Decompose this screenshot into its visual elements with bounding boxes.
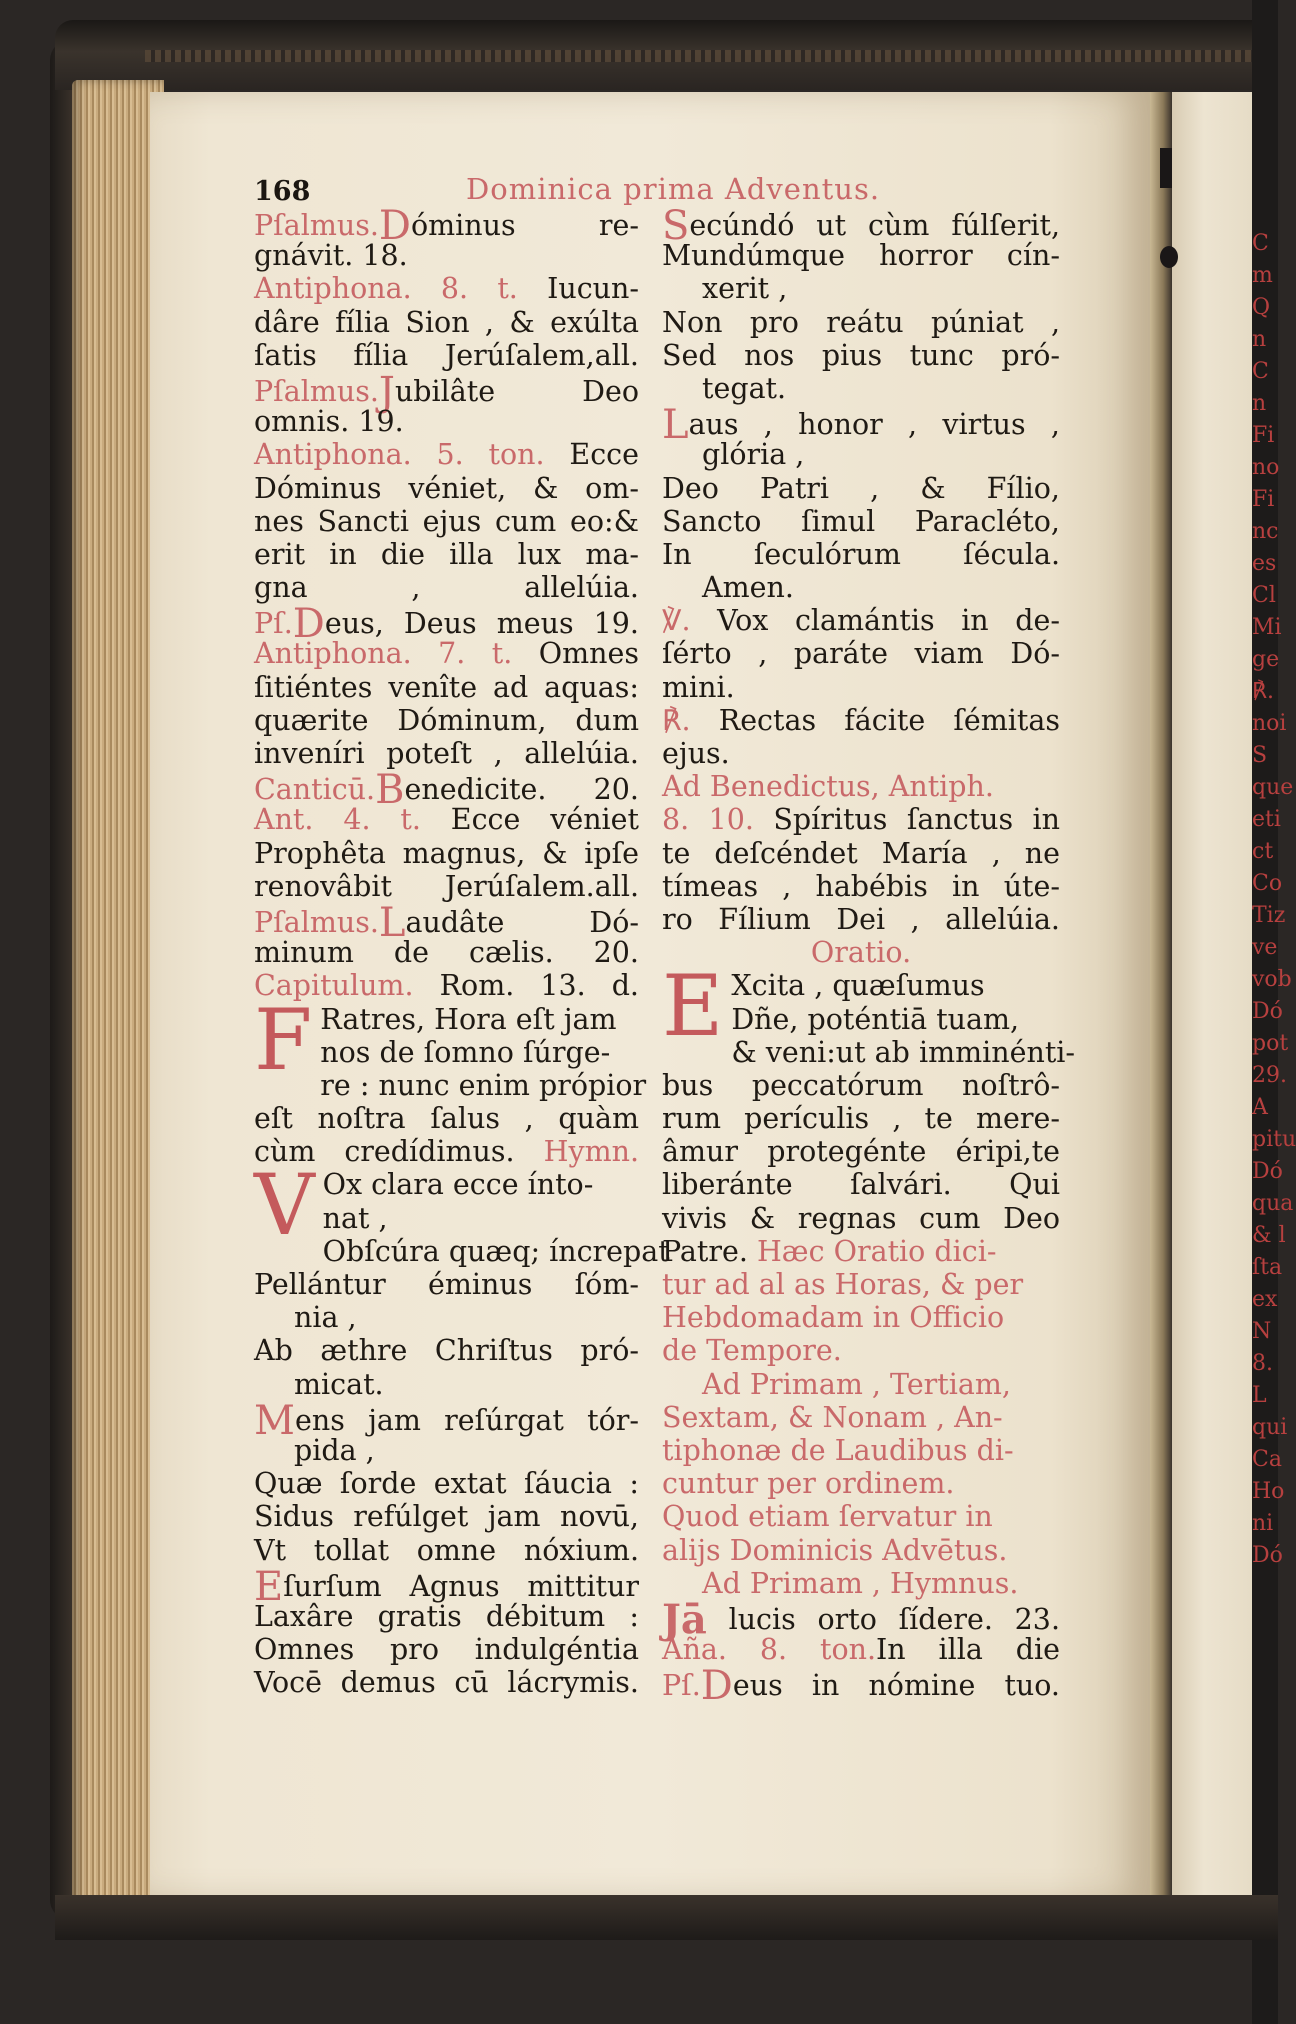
- text-line: [662, 272, 1060, 305]
- line-text: aus , honor , virtus ,: [688, 408, 1060, 442]
- text-line: [662, 903, 1060, 936]
- red-initial: J: [378, 368, 395, 415]
- text-line: [254, 1467, 639, 1500]
- line-text: Omnes pro indulgéntia: [254, 1633, 639, 1667]
- line-text: Mundúmque horror cín-: [662, 239, 1060, 273]
- fragment: C: [1252, 231, 1269, 256]
- fragment: N: [1252, 1319, 1272, 1344]
- text-line: [662, 203, 1060, 249]
- text-line: [662, 1235, 1060, 1268]
- line-text: Prophêta magnus, & ipſe: [254, 836, 639, 870]
- text-line: [254, 1633, 639, 1666]
- line-text: tímeas , habébis in úte-: [662, 869, 1060, 903]
- text-line: [662, 438, 1060, 471]
- rubric-heading: Oratio.: [810, 936, 912, 970]
- line-text: In ſeculórum ſécula.: [662, 537, 1060, 571]
- fragment: S: [1252, 743, 1268, 768]
- fragment: noi: [1252, 711, 1287, 736]
- text-line: [254, 870, 639, 903]
- line-text: Omnes: [512, 637, 639, 671]
- line-text: inveníri poteſt , allelúia.: [254, 737, 639, 770]
- fragment: n: [1252, 327, 1267, 352]
- line-text: eſt noſtra ſalus , quàm: [254, 1102, 639, 1136]
- line-text: ſitiéntes venîte ad aquas:: [254, 670, 639, 704]
- fragment: nc: [1252, 519, 1279, 544]
- line-text: Sidus refúlget jam novū,: [254, 1500, 639, 1534]
- fragment: 8.: [1252, 1351, 1273, 1376]
- line-text: liberánte ſalvári. Qui: [662, 1168, 1060, 1202]
- rubric-text: de Tempore.: [662, 1334, 842, 1368]
- line-text: omnis. 19.: [254, 405, 404, 439]
- text-line: [662, 1434, 1060, 1467]
- text-line: [254, 306, 639, 339]
- rubric-label: Hæc Oratio dici-: [756, 1234, 997, 1268]
- fragment: A: [1252, 1095, 1268, 1120]
- text-line: [662, 1500, 1060, 1533]
- text-line: [662, 505, 1060, 538]
- text-line: [254, 438, 639, 471]
- rubric-label: 8. 10.: [662, 803, 754, 837]
- text-line: [662, 1633, 1060, 1666]
- rubric-label: Ant. 4. t.: [254, 803, 421, 837]
- rubric-text: Sextam, & Nonam , An-: [662, 1400, 1003, 1434]
- text-line: [662, 770, 1060, 803]
- text-line: [662, 306, 1060, 339]
- line-text: bus peccatórum noſtrô-: [662, 1068, 1060, 1102]
- text-line: [254, 1563, 639, 1610]
- fragment: qui: [1252, 1415, 1288, 1440]
- text-line: [254, 1102, 639, 1135]
- fragment: ſta: [1252, 1255, 1283, 1280]
- line-text: nat ,: [322, 1201, 388, 1235]
- line-text: Iucun-: [517, 272, 639, 306]
- text-line: [254, 1434, 639, 1467]
- text-line: [254, 272, 639, 305]
- line-text: ſurſum Agnus mittitur: [283, 1569, 639, 1603]
- fragment: Cl: [1252, 583, 1276, 608]
- right-text-column: [662, 203, 1076, 1710]
- rubric-text: tiphonæ de Laudibus di-: [662, 1433, 1014, 1467]
- rubric-label: ℟.: [662, 703, 691, 737]
- line-text: Non pro reátu púniat ,: [662, 305, 1060, 339]
- text-line: [254, 1368, 639, 1401]
- fragment: es: [1252, 551, 1277, 576]
- text-line: [662, 604, 1060, 637]
- text-line: [662, 1368, 1060, 1401]
- rubric-label: Hymn.: [543, 1135, 640, 1169]
- text-line: [662, 1334, 1060, 1367]
- line-text: pida ,: [294, 1433, 375, 1467]
- line-text: Amen.: [702, 571, 794, 605]
- line-text: Patre.: [662, 1234, 748, 1268]
- text-line: [254, 239, 639, 272]
- rubric-text: alijs Dominicis Advētus.: [662, 1533, 1008, 1567]
- line-text: ro Fílium Dei , allelúia.: [662, 902, 1060, 936]
- fragment: L: [1252, 1383, 1267, 1408]
- red-initial: L: [378, 899, 406, 946]
- line-text: Ab æthre Chriſtus pró-: [254, 1334, 639, 1368]
- text-line: [662, 1202, 1060, 1235]
- line-text: In illa die: [876, 1633, 1060, 1667]
- text-line: [254, 571, 639, 604]
- line-text: Sancto ſimul Paracléto,: [662, 504, 1060, 538]
- line-text: ecúndó ut cùm fúlſerit,: [689, 209, 1060, 242]
- line-text: micat.: [294, 1367, 384, 1401]
- fragment: vob: [1252, 967, 1292, 992]
- line-text: Ecce: [544, 438, 639, 472]
- text-line: [254, 803, 639, 836]
- text-line: [254, 1500, 639, 1533]
- text-line: [662, 803, 1060, 836]
- line-text: Vocē demus cū lácrymis.: [254, 1666, 639, 1700]
- line-text: te deſcéndet María , ne: [662, 836, 1060, 870]
- line-text: Ox clara ecce ínto-: [322, 1168, 594, 1202]
- line-text: glória ,: [702, 438, 805, 472]
- text-line: [254, 899, 639, 946]
- rubric-label: Aña. 8. ton.: [662, 1633, 877, 1667]
- rubric-label: Pſalmus.: [254, 374, 379, 408]
- line-text: audâte Dó-: [405, 905, 639, 939]
- line-text: Obſcúra quæq; íncrepat: [322, 1234, 670, 1268]
- red-initial: B: [375, 767, 405, 814]
- red-initial: L: [662, 402, 689, 449]
- text-line: [254, 936, 639, 969]
- line-text: xerit ,: [702, 272, 788, 306]
- text-line: [254, 1534, 639, 1567]
- text-line: [254, 405, 639, 438]
- text-line: [662, 1401, 1060, 1434]
- line-text: Quæ ſorde extat ſáucia :: [254, 1467, 639, 1501]
- book-bottom-edge: [55, 1895, 1278, 1940]
- rubric-label: Pſalmus.: [254, 905, 379, 939]
- fragment: Q: [1252, 295, 1271, 320]
- fragment: Ho: [1252, 1479, 1285, 1504]
- line-text: gna , allelúia.: [254, 571, 639, 605]
- red-initial: D: [378, 203, 411, 249]
- text-line: [254, 1666, 639, 1699]
- line-text: renovâbit Jerúſalem.all.: [254, 869, 639, 903]
- line-text: nia ,: [294, 1301, 357, 1335]
- text-line: [662, 1168, 1060, 1201]
- text-line: [662, 1135, 1060, 1168]
- fragment: ct: [1252, 839, 1274, 864]
- text-line: [662, 1069, 1060, 1102]
- text-line: [662, 1301, 1060, 1334]
- text-line: [662, 472, 1060, 505]
- text-line: [254, 737, 639, 770]
- text-line: [662, 837, 1060, 870]
- red-initial: S: [662, 203, 690, 249]
- text-line: [662, 704, 1060, 737]
- text-line: [254, 1301, 639, 1334]
- red-initial: D: [700, 1663, 733, 1710]
- text-line: [662, 1663, 1060, 1710]
- line-text: Dñe, poténtiā tuam,: [731, 1002, 1020, 1036]
- fragment: no: [1252, 455, 1280, 480]
- fragment: eti: [1252, 807, 1281, 832]
- facing-page-text-fragments: [1252, 228, 1296, 1572]
- fragment: C: [1252, 359, 1269, 384]
- fragment: Dó: [1252, 999, 1283, 1024]
- fragment: ni: [1252, 1511, 1274, 1536]
- rubric-text: cuntur per ordinem.: [662, 1467, 955, 1501]
- line-text: Xcita , quæſumus: [731, 969, 985, 1003]
- book-gutter: [1150, 92, 1172, 1900]
- text-line: [662, 1534, 1060, 1567]
- text-line: [662, 1595, 1060, 1643]
- line-text: ſatis fília Jerúſalem,all.: [254, 338, 639, 372]
- text-line: [254, 368, 639, 415]
- rubric-text: Quod etiam ſervatur in: [662, 1500, 993, 1534]
- line-text: ſérto , paráte viam Dó-: [662, 637, 1060, 671]
- fragment: pot: [1252, 1031, 1289, 1056]
- rubric-text: Hebdomadam in Officio: [662, 1301, 1005, 1335]
- text-line: [662, 1268, 1060, 1301]
- line-text: Ecce véniet: [420, 803, 639, 837]
- text-line: [254, 671, 639, 704]
- line-text: mini.: [662, 670, 735, 704]
- text-line: [254, 203, 639, 249]
- fragment: qua: [1252, 1191, 1294, 1216]
- fragment: Fi: [1252, 423, 1275, 448]
- text-line: [254, 601, 639, 648]
- text-line: [254, 969, 639, 1002]
- rubric-label: Canticū.: [254, 773, 376, 807]
- text-line: [662, 1102, 1060, 1135]
- line-text: Ratres, Hora eſt jam: [320, 1002, 617, 1036]
- drop-cap: V: [254, 1156, 315, 1255]
- fragment: pitu: [1252, 1127, 1296, 1152]
- text-line: [254, 767, 639, 814]
- fragment: Dó: [1252, 1159, 1283, 1184]
- line-text: quærite Dóminum, dum: [254, 703, 639, 737]
- rubric-label: Pſ.: [662, 1669, 701, 1703]
- line-text: Dóminus véniet, & om-: [254, 471, 639, 505]
- fragment: Tiz: [1252, 903, 1286, 928]
- line-text: eus in nómine tuo.: [732, 1669, 1060, 1703]
- line-text: gnávit. 18.: [254, 239, 408, 273]
- fragment: ve: [1252, 935, 1278, 960]
- line-text: âmur protegénte éripi,te: [662, 1135, 1060, 1169]
- fragment: m: [1252, 263, 1273, 288]
- text-line: [662, 671, 1060, 704]
- rubric-label: Pſalmus.: [254, 209, 379, 242]
- left-text-column: [254, 203, 670, 1700]
- fragment: & l: [1252, 1223, 1286, 1248]
- text-line: [254, 637, 639, 670]
- line-text: Deo Patri , & Fílio,: [662, 471, 1060, 505]
- line-text: tegat.: [702, 371, 787, 405]
- line-text: ubilâte Deo: [394, 374, 639, 408]
- rubric-text: Ad Primam , Tertiam,: [702, 1367, 1011, 1401]
- fragment: Co: [1252, 871, 1283, 896]
- book-top-edge: [55, 20, 1278, 90]
- page-number: 168: [254, 176, 311, 207]
- rubric-label: Pſ.: [254, 607, 293, 641]
- line-text: Rom. 13. d.: [413, 969, 639, 1003]
- text-line: [662, 538, 1060, 571]
- line-text: Vt tollat omne nóxium.: [254, 1533, 639, 1567]
- line-text: dâre fília Sion , & exúlta: [254, 305, 639, 339]
- text-line: [662, 402, 1060, 449]
- line-text: nos de ſomno ſúrge-: [320, 1035, 611, 1069]
- line-text: enedicite. 20.: [404, 773, 639, 807]
- text-line: [254, 339, 639, 372]
- rubric-label: ℣.: [662, 604, 691, 638]
- rubric-label: Antiphona. 5. ton.: [254, 438, 545, 472]
- rubric-text: tur ad al as Horas, & per: [662, 1268, 1024, 1301]
- rubric-label: Capitulum.: [254, 969, 414, 1003]
- fragment: Mi: [1252, 615, 1282, 640]
- line-text: re : nunc enim própior: [320, 1068, 647, 1102]
- text-line: [254, 1600, 639, 1633]
- text-line: [662, 239, 1060, 272]
- line-text: Rectas fácite ſémitas: [690, 703, 1060, 737]
- fragment: 29.: [1252, 1063, 1287, 1088]
- rubric-label: Antiphona. 7. t.: [254, 637, 513, 671]
- line-text: vivis & regnas cum Deo: [662, 1201, 1060, 1235]
- line-text: rum perículis , te mere-: [662, 1102, 1060, 1136]
- text-line: [254, 704, 639, 737]
- line-text: Sed nos pius tunc pró-: [662, 338, 1060, 372]
- line-text: Vox clamántis in de-: [690, 604, 1060, 638]
- line-text: ejus.: [662, 737, 730, 770]
- fragment: Dó: [1252, 1543, 1283, 1568]
- line-text: eus, Deus meus 19.: [324, 607, 639, 641]
- text-line: [662, 571, 1060, 604]
- fragment: n: [1252, 391, 1267, 416]
- line-text: Laxâre gratis débitum :: [254, 1599, 639, 1633]
- line-text: erit in die illa lux ma-: [254, 537, 639, 571]
- text-line: [254, 472, 639, 505]
- text-line: [662, 637, 1060, 670]
- line-text: cùm credídimus.: [254, 1135, 515, 1169]
- rubric-text: Ad Benedictus, Antiph.: [662, 770, 994, 804]
- red-initial: D: [292, 601, 325, 648]
- line-text: minum de cælis. 20.: [254, 936, 639, 970]
- text-line: [662, 737, 1060, 770]
- fragment: ex: [1252, 1287, 1278, 1312]
- text-line: [662, 870, 1060, 903]
- rubric-label: Antiphona. 8. t.: [254, 272, 518, 306]
- facing-page-edge: [1172, 92, 1252, 1900]
- text-line: [254, 1397, 639, 1444]
- line-text: óminus re-: [410, 209, 639, 242]
- running-title: Dominica prima Adventus.: [466, 172, 881, 206]
- fragment: Ca: [1252, 1447, 1282, 1472]
- ribbon-marker-tip: [1160, 246, 1178, 268]
- text-line: [254, 837, 639, 870]
- text-line: [662, 372, 1060, 405]
- drop-cap: F: [254, 990, 313, 1089]
- text-line: [254, 1135, 639, 1168]
- initial-letter: Jā: [662, 1595, 707, 1643]
- line-text: nes Sancti ejus cum eo:&: [254, 504, 639, 538]
- fragment: ℟.: [1252, 679, 1275, 704]
- line-text: lucis orto ſídere. 23.: [706, 1602, 1060, 1636]
- rubric-text: Ad Primam , Hymnus.: [702, 1566, 1019, 1600]
- fragment: Fi: [1252, 487, 1275, 512]
- text-line: [662, 1467, 1060, 1500]
- ribbon-marker: [1160, 148, 1172, 188]
- line-text: Spíritus ſanctus in: [753, 803, 1060, 837]
- red-initial: E: [254, 1563, 284, 1610]
- drop-cap: E: [662, 957, 724, 1056]
- line-text: Pellántur éminus ſóm-: [254, 1268, 639, 1301]
- text-line: [662, 1567, 1060, 1600]
- fragment: que: [1252, 775, 1294, 800]
- red-initial: M: [254, 1397, 295, 1444]
- text-line: [662, 339, 1060, 372]
- fragment: ge: [1252, 647, 1280, 672]
- line-text: & veni:ut ab imminénti-: [731, 1035, 1076, 1069]
- text-line: [254, 538, 639, 571]
- text-line: [254, 1268, 639, 1301]
- text-line: [254, 505, 639, 538]
- line-text: ens jam reſúrgat tór-: [294, 1403, 639, 1437]
- text-line: [254, 1334, 639, 1367]
